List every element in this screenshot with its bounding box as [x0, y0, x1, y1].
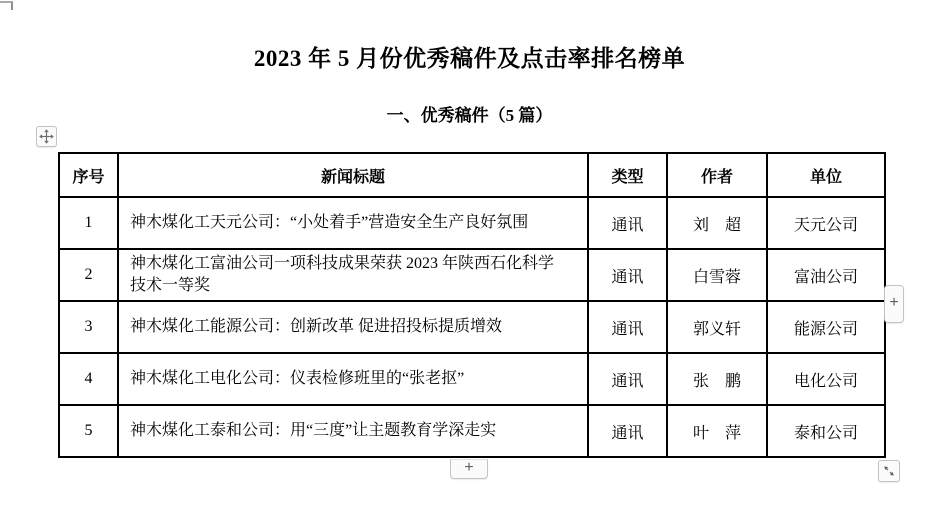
- ranking-table: [58, 152, 886, 458]
- table-move-handle[interactable]: [36, 126, 57, 147]
- column-header-unit[interactable]: 单位: [767, 153, 885, 197]
- cell-no[interactable]: 3: [59, 301, 118, 353]
- cell-type[interactable]: 通讯: [588, 405, 667, 457]
- table-row: [59, 405, 885, 457]
- cell-title[interactable]: 神木煤化工富油公司一项科技成果荣获 2023 年陕西石化科学技术一等奖: [118, 249, 588, 301]
- plus-icon: +: [889, 294, 899, 311]
- cell-unit[interactable]: 电化公司: [767, 353, 885, 405]
- cell-title[interactable]: 神木煤化工天元公司：“小处着手”营造安全生产良好氛围: [118, 197, 588, 249]
- cell-author[interactable]: 叶 萍: [667, 405, 767, 457]
- column-header-type[interactable]: 类型: [588, 153, 667, 197]
- cell-title[interactable]: 神木煤化工电化公司：仪表检修班里的“张老抠”: [118, 353, 588, 405]
- cell-unit[interactable]: 天元公司: [767, 197, 885, 249]
- table-row: [59, 249, 885, 301]
- table-resize-handle[interactable]: [878, 460, 900, 482]
- table-row: [59, 301, 885, 353]
- move-arrows-icon: [39, 129, 54, 144]
- plus-icon: +: [464, 459, 474, 476]
- cell-no[interactable]: 4: [59, 353, 118, 405]
- document-title[interactable]: 2023 年 5 月份优秀稿件及点击率排名榜单: [253, 46, 686, 71]
- add-row-button[interactable]: [450, 459, 488, 479]
- add-column-button[interactable]: [884, 285, 904, 323]
- column-header-title[interactable]: 新闻标题: [118, 153, 588, 197]
- section-heading[interactable]: 一、优秀稿件（5 篇）: [386, 106, 553, 125]
- cell-unit[interactable]: 泰和公司: [767, 405, 885, 457]
- diagonal-resize-icon: [883, 465, 895, 477]
- column-header-no[interactable]: 序号: [59, 153, 118, 197]
- cell-title[interactable]: 神木煤化工泰和公司：用“三度”让主题教育学深走实: [118, 405, 588, 457]
- cell-title[interactable]: 神木煤化工能源公司：创新改革 促进招投标提质增效: [118, 301, 588, 353]
- table-row: [59, 353, 885, 405]
- table-header-row: [59, 153, 885, 197]
- cell-author[interactable]: 郭义轩: [667, 301, 767, 353]
- table-row: [59, 197, 885, 249]
- page-corner-mark: [0, 1, 13, 10]
- column-header-author[interactable]: 作者: [667, 153, 767, 197]
- cell-type[interactable]: 通讯: [588, 301, 667, 353]
- cell-author[interactable]: 张 鹏: [667, 353, 767, 405]
- cell-unit[interactable]: 能源公司: [767, 301, 885, 353]
- cell-author[interactable]: 白雪蓉: [667, 249, 767, 301]
- cell-type[interactable]: 通讯: [588, 353, 667, 405]
- cell-author[interactable]: 刘 超: [667, 197, 767, 249]
- cell-type[interactable]: 通讯: [588, 197, 667, 249]
- cell-no[interactable]: 2: [59, 249, 118, 301]
- cell-unit[interactable]: 富油公司: [767, 249, 885, 301]
- cell-no[interactable]: 5: [59, 405, 118, 457]
- cell-type[interactable]: 通讯: [588, 249, 667, 301]
- cell-no[interactable]: 1: [59, 197, 118, 249]
